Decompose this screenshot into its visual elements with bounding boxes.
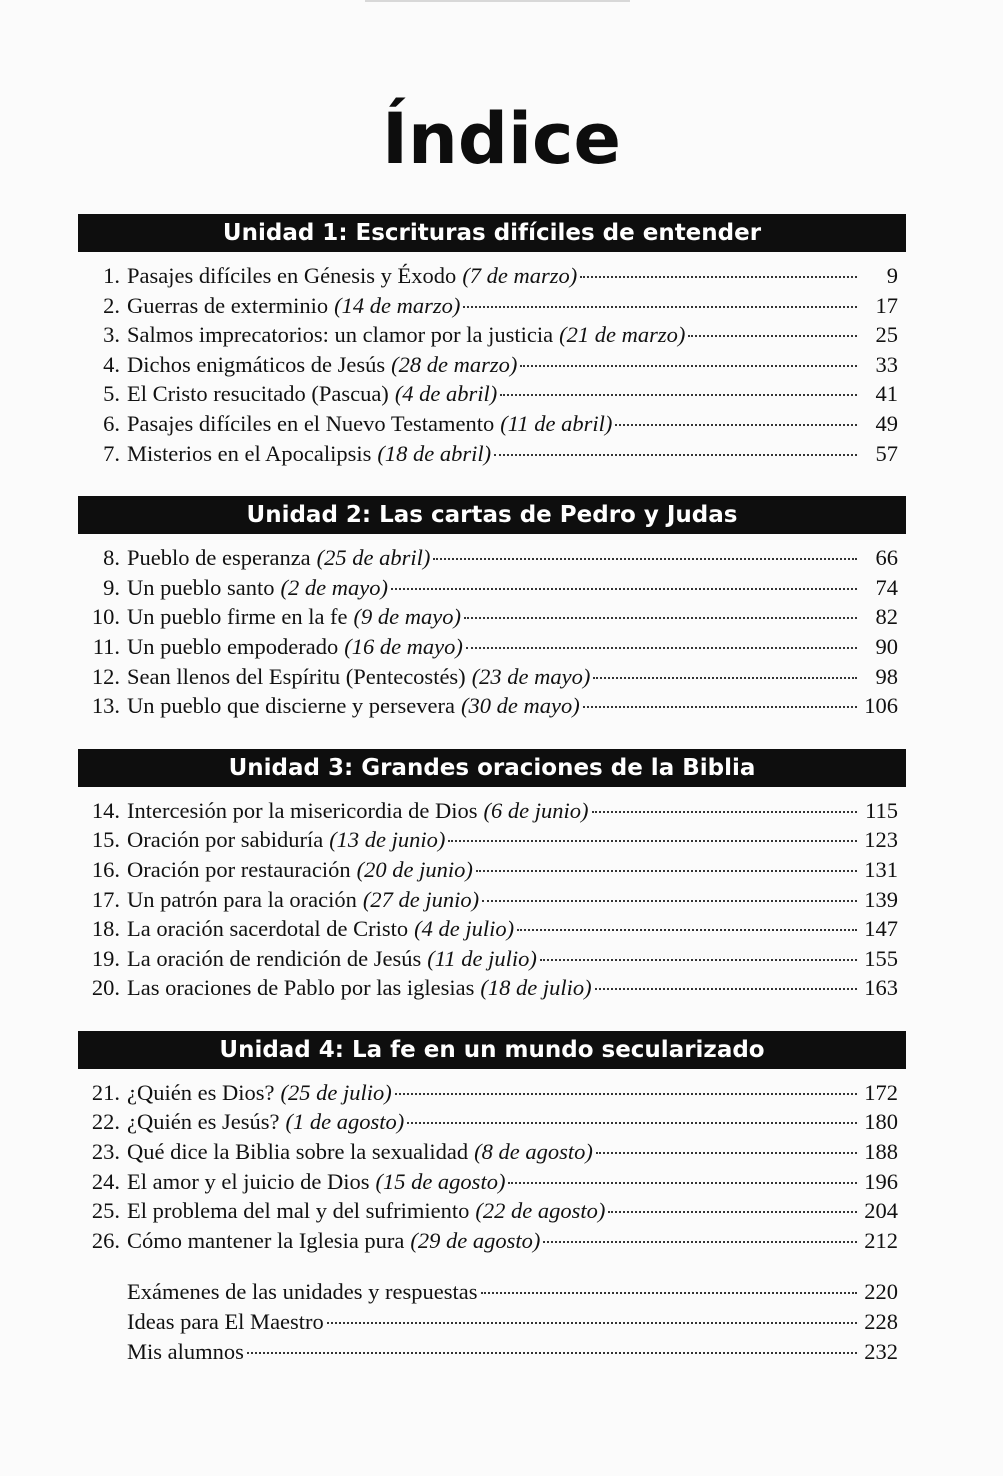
toc-entry bbox=[78, 1107, 906, 1137]
entry-title: Ideas para El Maestro bbox=[127, 1309, 324, 1335]
entry-page-number: 147 bbox=[864, 916, 898, 942]
entry-number: 17. bbox=[91, 886, 120, 912]
toc-entry bbox=[78, 379, 906, 409]
entry-date: (23 de mayo) bbox=[471, 663, 591, 689]
section-gap bbox=[78, 721, 906, 749]
entry-date: (11 de julio) bbox=[427, 945, 537, 971]
toc-entry bbox=[78, 350, 906, 380]
entry-page-number: 163 bbox=[864, 975, 898, 1001]
dot-leader bbox=[395, 1093, 857, 1095]
entry-title: Un patrón para la oración bbox=[127, 886, 357, 912]
entry-title: Cómo mantener la Iglesia pura bbox=[127, 1227, 405, 1253]
entry-number: 16. bbox=[91, 856, 120, 882]
unit-header: Unidad 4: La fe en un mundo secularizado bbox=[78, 1031, 906, 1069]
entry-title: Misterios en el Apocalipsis bbox=[127, 440, 372, 466]
entry-title: Un pueblo firme en la fe bbox=[127, 604, 348, 630]
toc-entry bbox=[78, 602, 906, 632]
dot-leader bbox=[688, 335, 857, 337]
dot-leader bbox=[595, 988, 857, 990]
dot-leader bbox=[520, 365, 857, 367]
dot-leader bbox=[327, 1322, 857, 1324]
entry-title: Dichos enigmáticos de Jesús bbox=[127, 351, 386, 377]
entry-page-number: 90 bbox=[875, 633, 898, 659]
unit-section bbox=[78, 1031, 906, 1256]
dot-leader bbox=[448, 840, 857, 842]
toc-entry bbox=[78, 662, 906, 692]
entry-title: Pueblo de esperanza bbox=[127, 545, 311, 571]
entry-number: 8. bbox=[103, 545, 120, 571]
entry-page-number: 131 bbox=[864, 856, 898, 882]
entry-date: (15 de agosto) bbox=[375, 1168, 506, 1194]
entry-date: (9 de mayo) bbox=[353, 604, 462, 630]
entry-list bbox=[78, 787, 906, 1003]
dot-leader bbox=[517, 929, 857, 931]
entry-date: (2 de mayo) bbox=[280, 574, 388, 600]
entry-date: (11 de abril) bbox=[500, 410, 613, 436]
entry-title: Qué dice la Biblia sobre la sexualidad bbox=[127, 1139, 469, 1165]
entry-title: Sean llenos del Espíritu (Pentecostés) bbox=[127, 663, 466, 689]
dot-leader bbox=[615, 424, 857, 426]
entry-title: Mis alumnos bbox=[127, 1338, 244, 1364]
dot-leader bbox=[247, 1352, 857, 1354]
entry-page-number: 155 bbox=[864, 945, 898, 971]
entry-date: (20 de junio) bbox=[356, 856, 473, 882]
dot-leader bbox=[592, 811, 858, 813]
entry-number: 10. bbox=[91, 604, 120, 630]
entry-page-number: 98 bbox=[875, 663, 898, 689]
entry-number: 14. bbox=[91, 797, 120, 823]
toc-entry bbox=[78, 291, 906, 321]
dot-leader bbox=[407, 1122, 857, 1124]
toc-entry bbox=[78, 320, 906, 350]
table-of-contents bbox=[78, 214, 906, 1366]
entry-page-number: 17 bbox=[875, 292, 898, 318]
dot-leader bbox=[464, 617, 857, 619]
entry-page-number: 232 bbox=[864, 1338, 898, 1364]
entry-list bbox=[78, 1069, 906, 1256]
entry-title: Un pueblo santo bbox=[127, 574, 275, 600]
dot-leader bbox=[481, 1292, 857, 1294]
toc-entry bbox=[78, 973, 906, 1003]
unit-section bbox=[78, 749, 906, 1003]
section-gap bbox=[78, 1003, 906, 1031]
entry-number: 25. bbox=[91, 1198, 120, 1224]
toc-entry bbox=[78, 914, 906, 944]
entry-date: (18 de julio) bbox=[480, 975, 592, 1001]
dot-leader bbox=[494, 454, 857, 456]
entry-title: Intercesión por la misericordia de Dios bbox=[127, 797, 478, 823]
entry-date: (22 de agosto) bbox=[475, 1198, 606, 1224]
toc-entry bbox=[78, 573, 906, 603]
entry-date: (4 de abril) bbox=[394, 381, 498, 407]
entry-title: ¿Quién es Jesús? bbox=[127, 1109, 280, 1135]
entry-number: 11. bbox=[92, 633, 120, 659]
entry-title: Pasajes difíciles en el Nuevo Testamento bbox=[127, 410, 495, 436]
entry-number: 19. bbox=[91, 945, 120, 971]
entry-title: Pasajes difíciles en Génesis y Éxodo bbox=[127, 263, 457, 288]
toc-entry bbox=[78, 796, 906, 826]
entry-page-number: 123 bbox=[864, 827, 898, 853]
entry-page-number: 180 bbox=[864, 1109, 898, 1135]
entry-title: El problema del mal y del sufrimiento bbox=[127, 1198, 470, 1224]
toc-entry bbox=[78, 1167, 906, 1197]
entry-page-number: 220 bbox=[864, 1279, 898, 1305]
toc-entry bbox=[78, 855, 906, 885]
dot-leader bbox=[596, 1152, 857, 1154]
dot-leader bbox=[593, 677, 857, 679]
unit-section bbox=[78, 214, 906, 468]
toc-entry bbox=[78, 825, 906, 855]
entry-date: (1 de agosto) bbox=[285, 1109, 405, 1135]
toc-entry bbox=[78, 1277, 906, 1307]
toc-entry bbox=[78, 944, 906, 974]
page-title: Índice bbox=[382, 98, 621, 180]
dot-leader bbox=[543, 1241, 857, 1243]
entry-date: (25 de julio) bbox=[280, 1079, 392, 1105]
unit-header: Unidad 1: Escrituras difíciles de entender bbox=[78, 214, 906, 252]
section-gap bbox=[78, 468, 906, 496]
dot-leader bbox=[580, 276, 857, 278]
entry-date: (30 de mayo) bbox=[461, 693, 580, 719]
unit-header: Unidad 2: Las cartas de Pedro y Judas bbox=[78, 496, 906, 534]
entry-title: Exámenes de las unidades y respuestas bbox=[127, 1279, 478, 1305]
dot-leader bbox=[433, 558, 857, 560]
entry-title: Salmos imprecatorios: un clamor por la justicia bbox=[127, 322, 554, 348]
entry-number: 2. bbox=[103, 292, 120, 318]
toc-entry bbox=[78, 409, 906, 439]
entry-page-number: 212 bbox=[864, 1227, 898, 1253]
dot-leader bbox=[508, 1182, 857, 1184]
entry-title: Las oraciones de Pablo por las iglesias bbox=[127, 975, 475, 1001]
entry-page-number: 204 bbox=[864, 1198, 898, 1224]
entry-list bbox=[78, 252, 906, 468]
entry-page-number: 74 bbox=[875, 574, 898, 600]
entry-title: Oración por restauración bbox=[127, 856, 351, 882]
dot-leader bbox=[583, 706, 857, 708]
toc-entry bbox=[78, 632, 906, 662]
entry-date: (25 de abril) bbox=[316, 545, 431, 571]
entry-number: 15. bbox=[91, 827, 120, 853]
entry-number: 22. bbox=[91, 1109, 120, 1135]
toc-entry bbox=[78, 885, 906, 915]
entry-page-number: 172 bbox=[864, 1079, 898, 1105]
entry-date: (16 de mayo) bbox=[344, 633, 463, 659]
entry-title: Guerras de exterminio bbox=[127, 292, 329, 318]
top-rule bbox=[365, 0, 630, 2]
entry-page-number: 82 bbox=[875, 604, 898, 630]
entry-number: 24. bbox=[91, 1168, 120, 1194]
entry-title: La oración de rendición de Jesús bbox=[127, 945, 422, 971]
entry-date: (8 de agosto) bbox=[474, 1139, 593, 1165]
entry-date: (6 de junio) bbox=[483, 797, 589, 823]
entry-number: 12. bbox=[91, 663, 120, 689]
dot-leader bbox=[391, 588, 857, 590]
entry-title: Oración por sabiduría bbox=[127, 827, 324, 853]
dot-leader bbox=[476, 870, 857, 872]
entry-page-number: 41 bbox=[875, 381, 898, 407]
toc-entry bbox=[78, 1196, 906, 1226]
toc-entry bbox=[78, 1078, 906, 1108]
toc-entry bbox=[78, 1337, 906, 1367]
entry-number: 23. bbox=[91, 1139, 120, 1165]
entry-number: 4. bbox=[103, 351, 120, 377]
dot-leader bbox=[500, 394, 857, 396]
entry-page-number: 106 bbox=[864, 693, 898, 719]
toc-entry bbox=[78, 1307, 906, 1337]
entry-date: (29 de agosto) bbox=[410, 1227, 541, 1253]
toc-entry bbox=[78, 1226, 906, 1256]
toc-entry bbox=[78, 691, 906, 721]
toc-entry bbox=[78, 261, 906, 291]
entry-number: 6. bbox=[103, 410, 120, 436]
entry-title: La oración sacerdotal de Cristo bbox=[127, 916, 409, 942]
entry-number: 13. bbox=[91, 693, 120, 719]
entry-date: (18 de abril) bbox=[377, 440, 492, 466]
entry-number: 1. bbox=[103, 263, 120, 288]
entry-date: (14 de marzo) bbox=[334, 292, 461, 318]
entry-number: 21. bbox=[91, 1079, 120, 1105]
entry-page-number: 57 bbox=[875, 440, 898, 466]
entry-number: 5. bbox=[103, 381, 120, 407]
entry-page-number: 188 bbox=[864, 1139, 898, 1165]
entry-list bbox=[78, 534, 906, 721]
dot-leader bbox=[482, 900, 857, 902]
entry-page-number: 196 bbox=[864, 1168, 898, 1194]
entry-title: Un pueblo que discierne y persevera bbox=[127, 693, 455, 719]
toc-entry bbox=[78, 1137, 906, 1167]
entry-date: (21 de marzo) bbox=[559, 322, 686, 348]
appendix-list bbox=[78, 1255, 906, 1366]
toc-entry bbox=[78, 543, 906, 573]
dot-leader bbox=[608, 1211, 857, 1213]
entry-page-number: 139 bbox=[864, 886, 898, 912]
dot-leader bbox=[466, 647, 857, 649]
entry-number: 7. bbox=[103, 440, 120, 466]
entry-number: 3. bbox=[103, 322, 120, 348]
entry-title: Un pueblo empoderado bbox=[127, 633, 339, 659]
entry-date: (7 de marzo) bbox=[462, 263, 578, 288]
entry-page-number: 33 bbox=[875, 351, 898, 377]
dot-leader bbox=[540, 959, 857, 961]
entry-title: El Cristo resucitado (Pascua) bbox=[127, 381, 389, 407]
entry-page-number: 228 bbox=[864, 1309, 898, 1335]
entry-date: (27 de junio) bbox=[362, 886, 480, 912]
entry-page-number: 66 bbox=[875, 545, 898, 571]
entry-date: (13 de junio) bbox=[329, 827, 446, 853]
entry-number: 20. bbox=[91, 975, 120, 1001]
entry-title: ¿Quién es Dios? bbox=[127, 1079, 275, 1105]
entry-date: (4 de julio) bbox=[414, 916, 515, 942]
dot-leader bbox=[463, 306, 857, 308]
entry-page-number: 25 bbox=[875, 322, 898, 348]
entry-number: 9. bbox=[103, 574, 120, 600]
entry-number: 18. bbox=[91, 916, 120, 942]
toc-entry bbox=[78, 439, 906, 469]
entry-page-number: 115 bbox=[865, 797, 898, 823]
entry-number: 26. bbox=[91, 1227, 120, 1253]
entry-title: El amor y el juicio de Dios bbox=[127, 1168, 370, 1194]
entry-page-number: 49 bbox=[875, 410, 898, 436]
unit-header: Unidad 3: Grandes oraciones de la Biblia bbox=[78, 749, 906, 787]
unit-section bbox=[78, 496, 906, 721]
entry-page-number: 9 bbox=[886, 263, 898, 288]
entry-date: (28 de marzo) bbox=[391, 351, 518, 377]
